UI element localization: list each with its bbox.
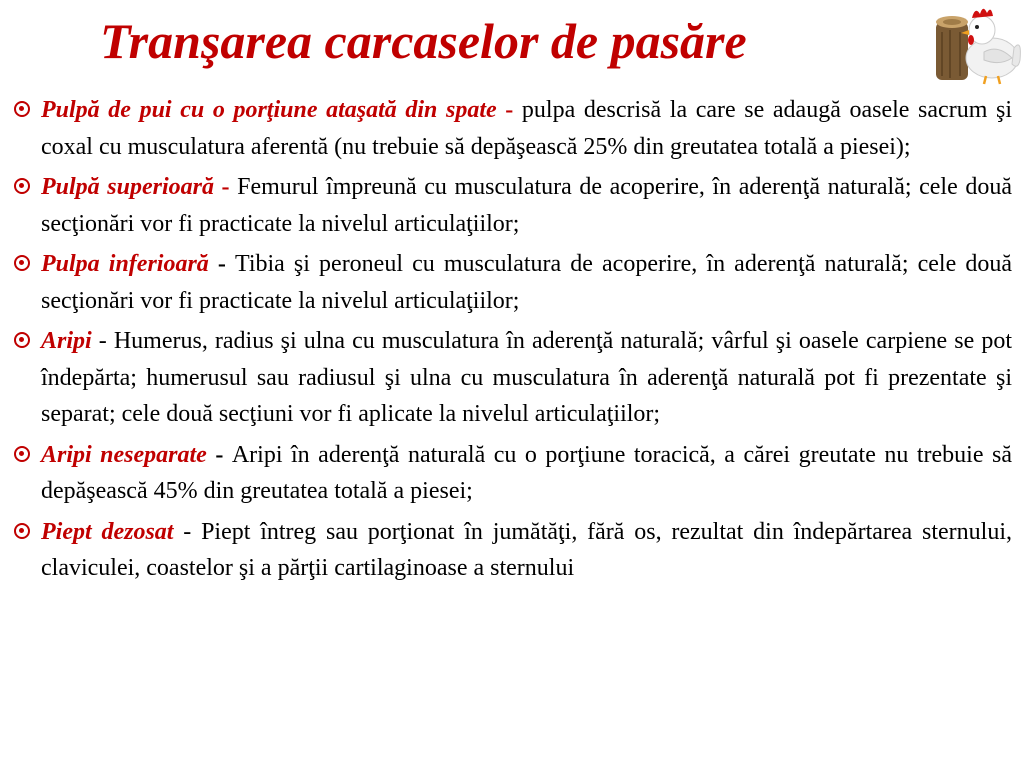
bullet-icon xyxy=(14,446,30,462)
bullet-icon xyxy=(14,101,30,117)
list-item xyxy=(14,92,1012,165)
separator: - xyxy=(206,441,232,468)
list-item xyxy=(14,514,1012,587)
separator: - xyxy=(213,174,238,200)
slide-title: Tranşarea carcaselor de pasăre xyxy=(100,13,747,69)
bullet-icon xyxy=(14,178,30,194)
separator: - xyxy=(208,251,236,277)
term: Piept dezosat xyxy=(41,518,174,545)
description: Tibia şi peroneul cu musculatura de acoperire, în aderenţă naturală; cele două secţionări vor fi practicate la nivelul articulaţiilor; xyxy=(41,251,1012,314)
list-item xyxy=(14,323,1012,433)
term: Aripi xyxy=(41,328,92,354)
cut-definitions-list xyxy=(14,92,1012,591)
term: Pulpa inferioară xyxy=(41,251,209,277)
bullet-icon xyxy=(14,332,30,348)
description: pulpa descrisă la care se adaugă oasele sacrum şi coxal cu musculatura aferentă (nu trebuie să depăşească 25% din greutatea totală a piesei); xyxy=(41,97,1012,160)
description: Aripi în aderenţă naturală cu o porţiune toracică, a cărei greutate nu trebuie să depăşească 45% din greutatea totală a piesei; xyxy=(41,441,1012,504)
separator: - xyxy=(173,518,202,545)
separator: - xyxy=(496,97,522,123)
bullet-icon xyxy=(14,255,30,271)
list-item xyxy=(14,437,1012,510)
term: Pulpă superioară xyxy=(41,174,214,200)
rooster-with-log-icon xyxy=(922,0,1022,86)
term: Aripi neseparate xyxy=(41,441,207,468)
list-item xyxy=(14,169,1012,242)
bullet-icon xyxy=(14,523,30,539)
description: Piept întreg sau porţionat în jumătăţi, fără os, rezultat din îndepărtarea sternului, claviculei, coastelor şi a părţii cartilaginoase a sternului xyxy=(41,518,1012,581)
description: Humerus, radius şi ulna cu musculatura în aderenţă naturală; vârful şi oasele carpiene se pot îndepărta; humerusul sau radiusul şi ulna cu musculatura în aderenţă naturală pot fi prezentate şi separat; cele două secţiuni vor fi aplicate la nivelul articulaţiilor; xyxy=(41,328,1012,427)
description: Femurul împreună cu musculatura de acoperire, în aderenţă naturală; cele două secţionări vor fi practicate la nivelul articulaţiilor; xyxy=(41,174,1012,237)
term: Pulpă de pui cu o porţiune ataşată din spate xyxy=(41,97,497,123)
separator: - xyxy=(91,328,114,354)
list-item xyxy=(14,246,1012,319)
